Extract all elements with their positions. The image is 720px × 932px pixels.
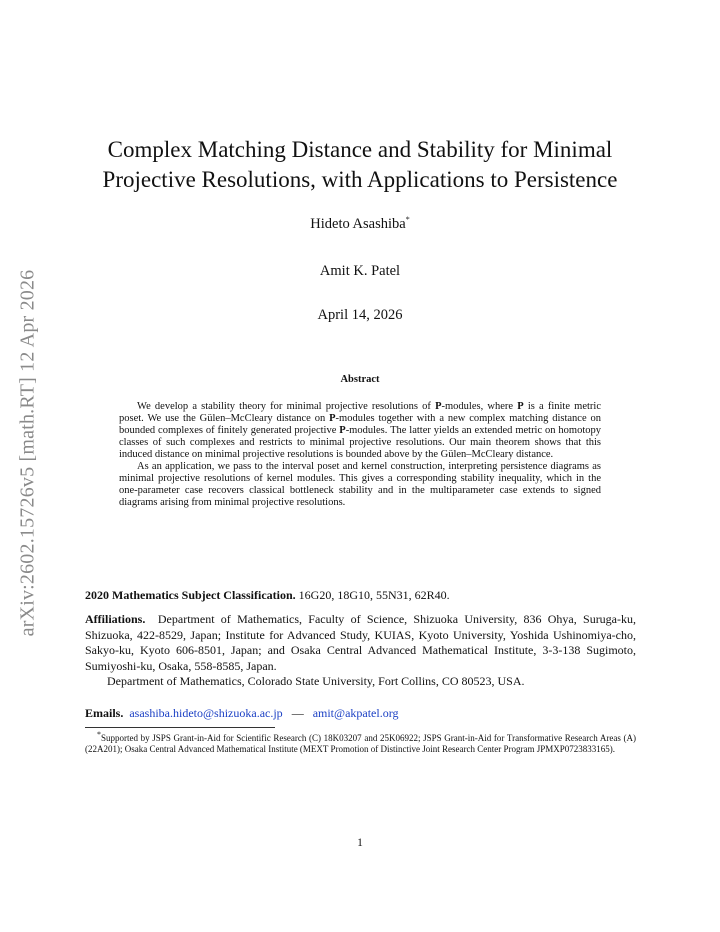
msc-value: 16G20, 18G10, 55N31, 62R40. xyxy=(298,588,450,602)
affiliations xyxy=(85,612,636,690)
paper-title xyxy=(70,135,650,195)
affiliations-label: Affiliations. xyxy=(85,612,146,626)
affiliation-2: Department of Mathematics, Colorado State University, Fort Collins, CO 80523, USA. xyxy=(107,674,525,688)
paper-date: April 14, 2026 xyxy=(317,307,403,323)
email-separator: — xyxy=(291,706,304,720)
msc-label: 2020 Mathematics Subject Classification. xyxy=(85,588,296,602)
abstract-body xyxy=(119,401,601,509)
footnote-text: Supported by JSPS Grant-in-Aid for Scientific Research (C) 18K03207 and 25K06922; JSPS Grant-in-Aid for Transformative Research Areas (A) (22A201); Osaka Central Advanced Mathematical Institute (MEXT Promotion of Distinctive Joint Research Center Program JPMXP0723833165). xyxy=(85,733,636,754)
email-link-asashiba[interactable]: asashiba.hideto@shizuoka.ac.jp xyxy=(129,706,283,720)
abstract-heading: Abstract xyxy=(340,374,380,385)
emails-label: Emails. xyxy=(85,706,124,720)
author-2: Amit K. Patel xyxy=(319,263,401,279)
title-line-1: Complex Matching Distance and Stability for Minimal xyxy=(107,137,613,162)
footnote-mark: * xyxy=(97,730,101,739)
msc-classification xyxy=(85,588,636,603)
author-1-name: Hideto Asashiba xyxy=(310,216,406,232)
arxiv-stamp-text: arXiv:2602.15726v5 [math.RT] 12 Apr 2026 xyxy=(16,269,39,637)
footnote-rule xyxy=(85,727,275,728)
page-number: 1 xyxy=(357,837,363,849)
emails xyxy=(85,706,636,721)
abstract-paragraph-2: As an application, we pass to the interval poset and kernel construction, interpreting persistence diagrams as minimal projective resolutions of kernel modules. This gives a corresponding stability inequality, which in the one-parameter case recovers classical bottleneck stability and in the multiparameter case extends to signed diagrams arising from minimal projective resolutions. xyxy=(119,461,601,508)
author-1-footnote-mark[interactable]: * xyxy=(405,215,410,225)
email-link-patel[interactable]: amit@akpatel.org xyxy=(312,706,399,720)
author-1 xyxy=(70,216,650,233)
abstract-paragraph-1: We develop a stability theory for minimal projective resolutions of P-modules, where P is a finite metric poset. We use the Gülen–McCleary distance on P-modules together with a new complex matching distance on bounded complexes of finitely generated projective P-modules. The latter yields an extended metric on homotopy classes of such complexes and restricts to minimal projective resolutions. Our main theorem shows that this induced distance on minimal projective resolutions is bounded above by the Gülen–McCleary distance. xyxy=(119,401,602,460)
affiliation-1: Affiliations. Department of Mathematics, Faculty of Science, Shizuoka University, 836 Ohya, Suruga-ku, Shizuoka, 422-8529, Japan; Institute for Advanced Study, KUIAS, Kyoto University, Yoshida Ushinomiya-cho, Sakyo-ku, Kyoto 606-8501, Japan; and Osaka Central Advanced Mathematical Institute, 3-3-138 Sugimoto, Sumiyoshi-ku, Osaka, 558-8585, Japan. xyxy=(85,612,637,673)
title-line-2: Projective Resolutions, with Applications to Persistence xyxy=(102,167,618,192)
arxiv-stamp xyxy=(6,248,50,658)
footnote xyxy=(85,730,636,755)
